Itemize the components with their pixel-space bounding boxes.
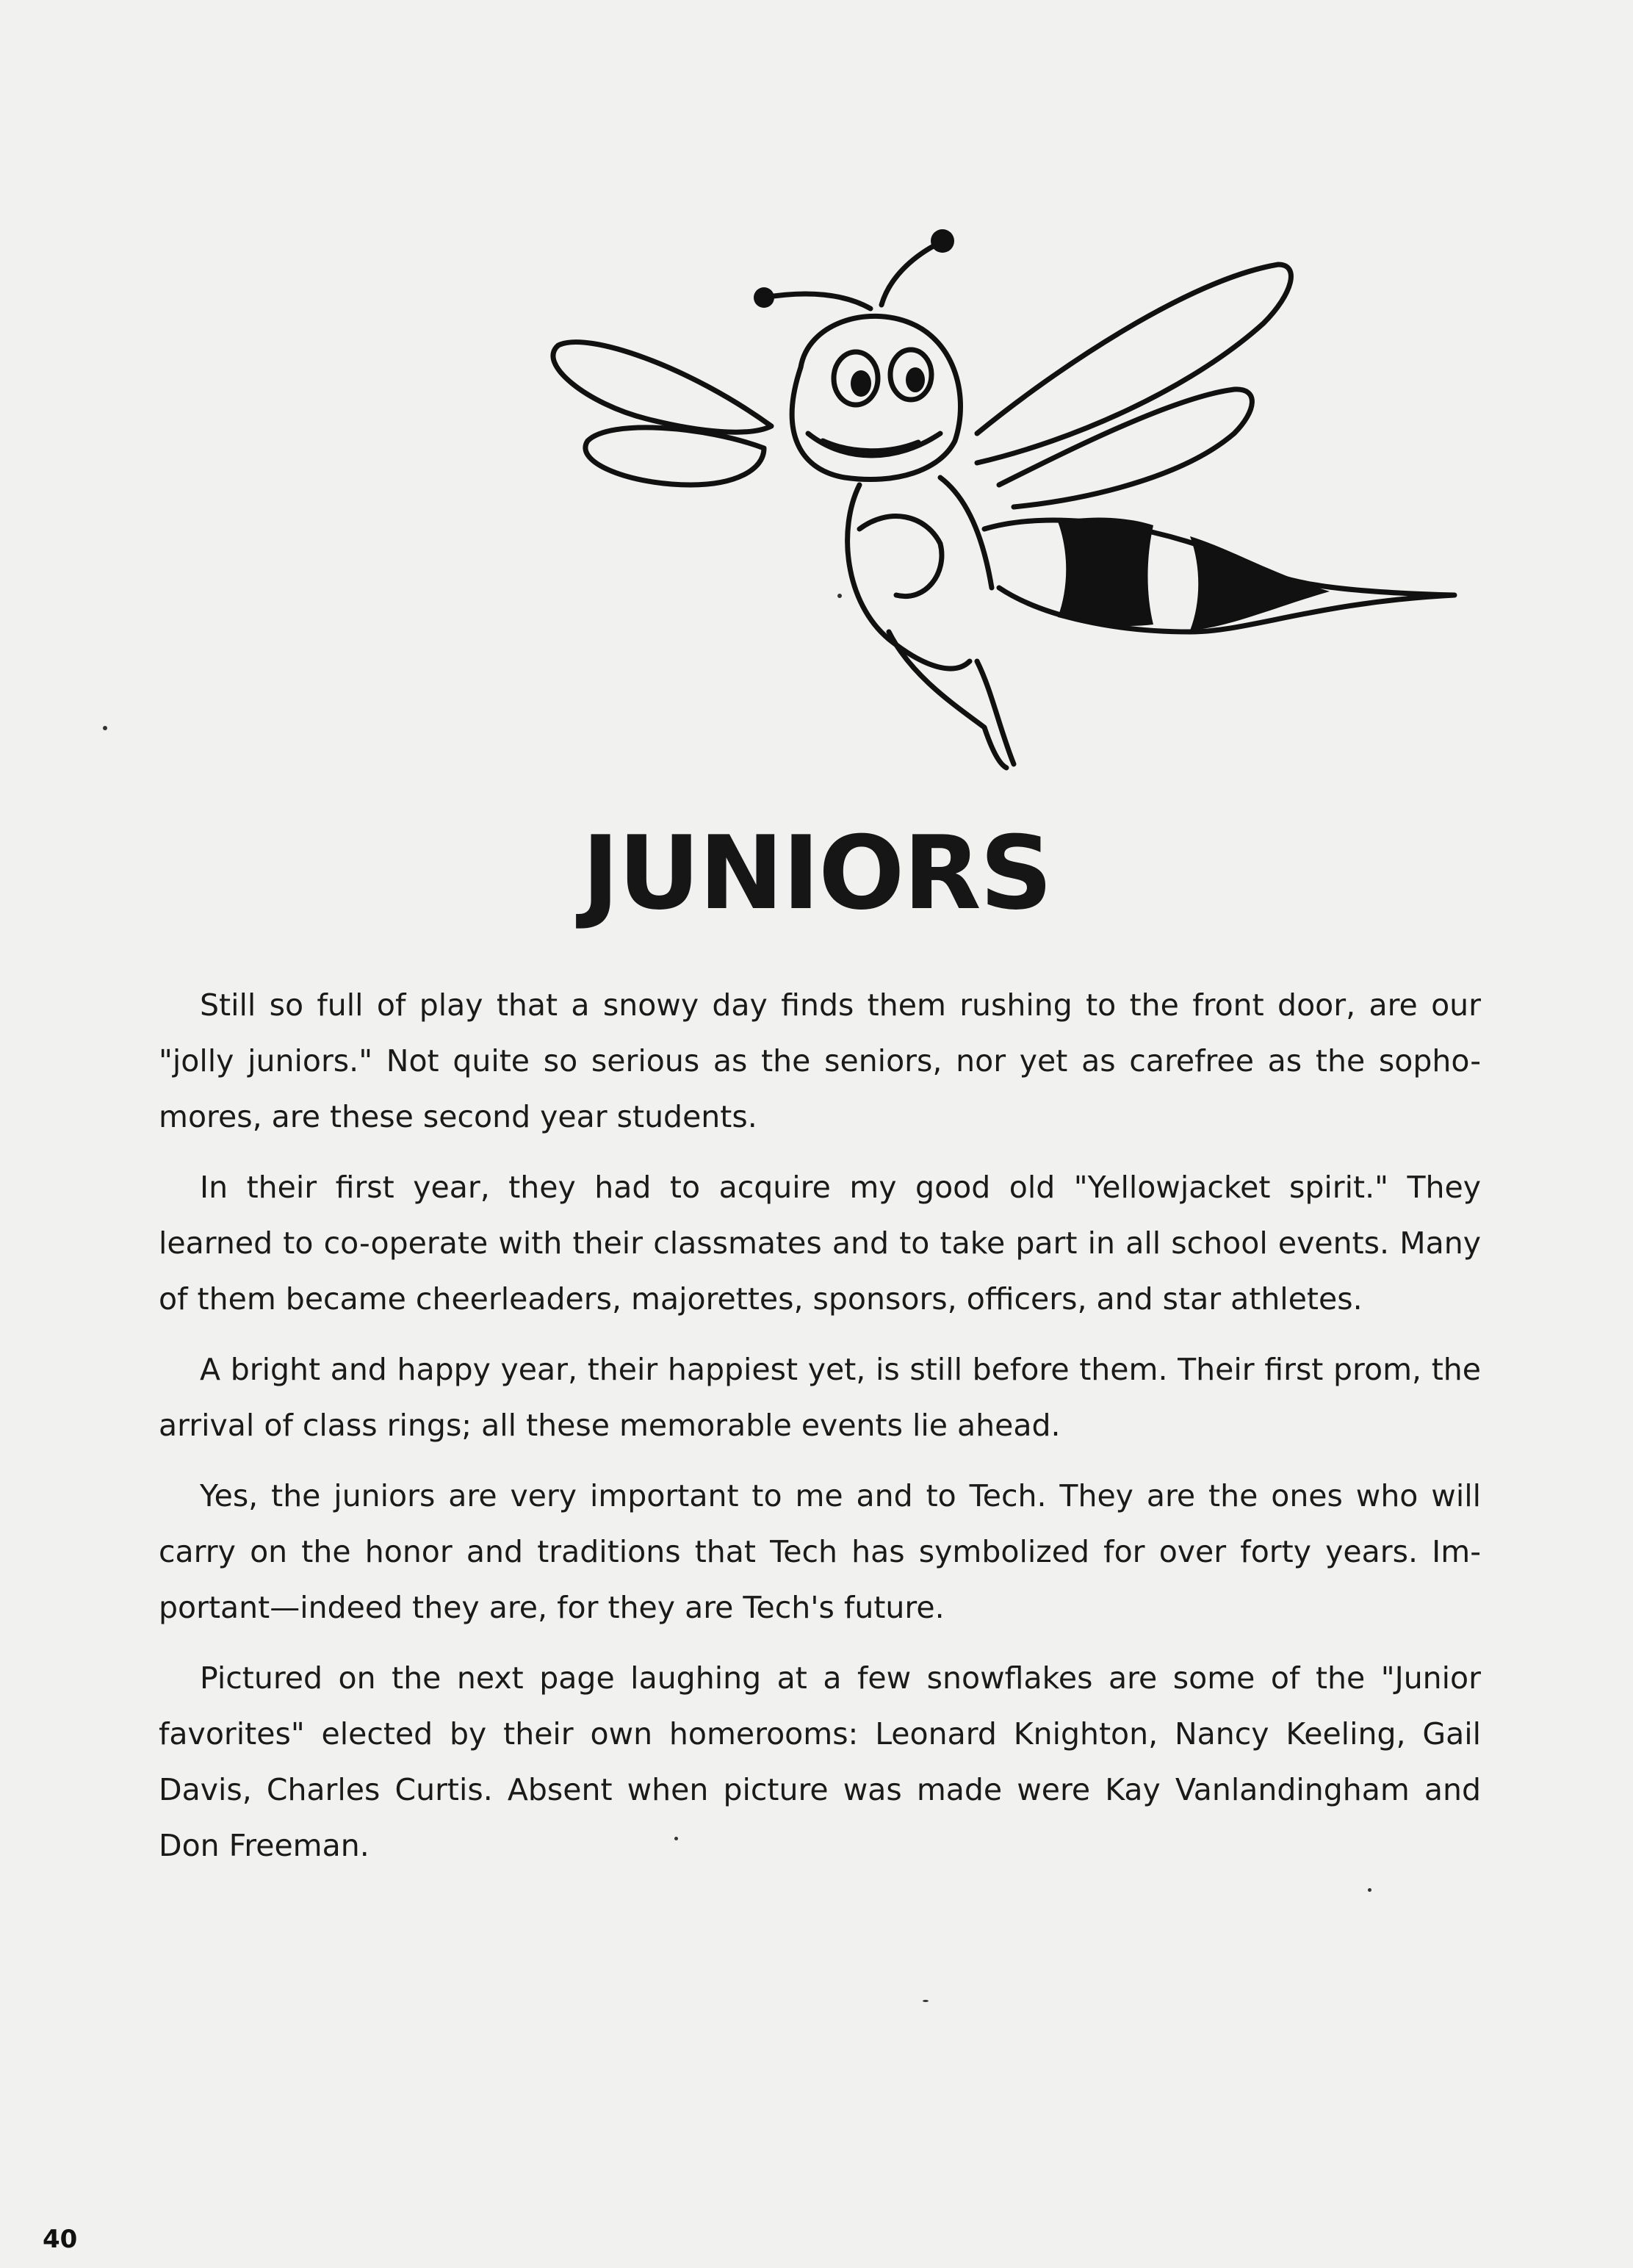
page-title: JUNIORS [581,814,1052,932]
article-body [159,977,1481,1888]
paragraph: Yes, the juniors are very important to me and to Tech. They are the ones who will carry on the honor and traditions that Tech has symbolized for over forty years. Im-portant—indeed they are, for they are Tech's future. [159,1478,1481,1625]
print-speck [103,726,107,730]
print-speck [837,594,842,598]
paragraph: Still so full of play that a snowy day finds them rushing to the front door, are our "jolly juniors." Not quite so serious as the seniors, nor yet as carefree as the sopho-mores, are these second year students. [159,987,1481,1134]
print-speck [1368,1888,1371,1892]
print-speck [674,1837,678,1840]
print-speck [923,2000,929,2002]
paragraph: A bright and happy year, their happiest yet, is still before them. Their first prom, the arrival of class rings; all these memorable events lie ahead. [159,1352,1481,1443]
yellowjacket-mascot-icon [544,220,1462,779]
paragraph: In their first year, they had to acquire my good old "Yellowjacket spirit." They learned to co-operate with their classmates and to take part in all school events. Many of them became cheerleaders, majorettes, sponsors, officers, and star athletes. [159,1170,1481,1317]
paragraph: Pictured on the next page laughing at a few snowflakes are some of the "Junior favorites" elected by their own homerooms: Leonard Knighton, Nancy Keeling, Gail Davis, Charles Curtis. Absent when picture was made were Kay Vanlandingham and Don Freeman. [159,1660,1481,1863]
page-number: 40 [43,2225,78,2254]
